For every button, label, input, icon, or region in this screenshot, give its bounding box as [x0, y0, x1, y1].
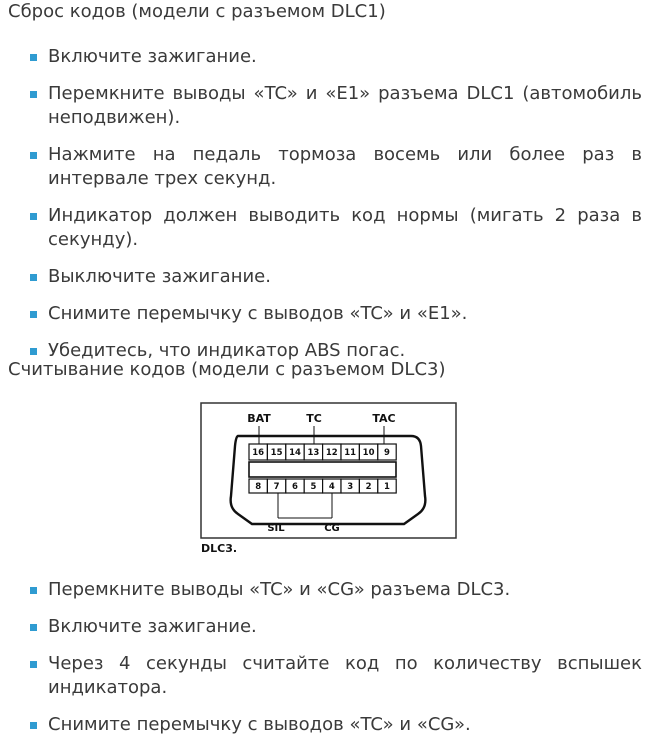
- dlc3-connector-diagram: [196, 398, 462, 558]
- bullet-square-icon: [30, 54, 37, 61]
- bullet-square-icon: [30, 274, 37, 281]
- pin-4: [323, 479, 341, 493]
- list-item-text: Перемкните выводы «TC» и «E1» разъема DLC1 (автомобиль неподвижен).: [48, 83, 642, 128]
- diagram-caption: DLC3.: [201, 542, 238, 555]
- bullet-square-icon: [30, 624, 37, 631]
- pin-8: [249, 479, 267, 493]
- pin-number: 14: [289, 448, 301, 459]
- pin-number: 11: [344, 448, 357, 459]
- pin-number: 13: [307, 448, 320, 459]
- list-item: [0, 204, 642, 252]
- bullet-square-icon: [30, 152, 37, 159]
- list-item-text: Включите зажигание.: [48, 616, 257, 637]
- pin-13: [304, 444, 322, 460]
- label-sil: SIL: [267, 523, 285, 534]
- reset-steps-list: [0, 45, 642, 363]
- pin-number: 7: [273, 482, 280, 493]
- pin-number: 2: [365, 482, 372, 493]
- bullet-square-icon: [30, 91, 37, 98]
- pin-16: [249, 444, 267, 460]
- bullet-square-icon: [30, 348, 37, 355]
- label-tc: TC: [306, 412, 322, 425]
- list-item-text: Убедитесь, что индикатор ABS погас.: [48, 340, 406, 361]
- list-item-text: Снимите перемычку с выводов «TC» и «CG».: [48, 714, 471, 735]
- bottom-pin-row: [249, 479, 396, 493]
- pin-number: 10: [362, 448, 375, 459]
- list-item-text: Индикатор должен выводить код нормы (мигать 2 раза в секунду).: [48, 205, 642, 250]
- pin-12: [323, 444, 341, 460]
- pin-9: [378, 444, 396, 460]
- label-bat: BAT: [247, 412, 271, 425]
- pin-6: [286, 479, 304, 493]
- list-item: [0, 713, 642, 737]
- bullet-square-icon: [30, 587, 37, 594]
- list-item: [0, 302, 642, 326]
- pin-number: 3: [347, 482, 354, 493]
- list-item: [0, 652, 642, 700]
- section-heading-reset: Сброс кодов (модели с разъемом DLC1): [8, 1, 386, 22]
- list-item: [0, 265, 642, 289]
- pin-10: [359, 444, 377, 460]
- pin-5: [304, 479, 322, 493]
- list-item: [0, 82, 642, 130]
- pin-number: 1: [384, 482, 390, 493]
- list-item-text: Снимите перемычку с выводов «TC» и «E1».: [48, 303, 468, 324]
- list-item-text: Через 4 секунды считайте код по количеству вспышек индикатора.: [48, 653, 642, 698]
- pin-14: [286, 444, 304, 460]
- pin-3: [341, 479, 359, 493]
- bullet-square-icon: [30, 213, 37, 220]
- list-item-text: Включите зажигание.: [48, 46, 257, 67]
- list-item-text: Выключите зажигание.: [48, 266, 271, 287]
- bullet-square-icon: [30, 661, 37, 668]
- pin-number: 4: [328, 482, 335, 493]
- list-item-text: Нажмите на педаль тормоза восемь или более раз в интервале трех секунд.: [48, 144, 642, 189]
- pin-2: [359, 479, 377, 493]
- bullet-square-icon: [30, 311, 37, 318]
- pin-number: 16: [252, 448, 265, 459]
- pin-number: 5: [310, 482, 317, 493]
- pin-7: [267, 479, 285, 493]
- list-item: [0, 45, 642, 69]
- bullet-square-icon: [30, 722, 37, 729]
- pin-number: 8: [255, 482, 262, 493]
- pin-number: 15: [270, 448, 283, 459]
- label-tac: TAC: [372, 412, 396, 425]
- pin-11: [341, 444, 359, 460]
- pin-number: 6: [292, 482, 298, 493]
- section-heading-read: Считывание кодов (модели с разъемом DLC3): [8, 359, 446, 380]
- list-item: [0, 143, 642, 191]
- pin-15: [267, 444, 285, 460]
- pin-number: 9: [384, 448, 390, 459]
- list-item-text: Перемкните выводы «TC» и «CG» разъема DLC3.: [48, 579, 511, 600]
- label-cg: CG: [324, 523, 340, 534]
- read-steps-list: [0, 578, 642, 737]
- top-pin-row: [249, 444, 396, 460]
- list-item: [0, 615, 642, 639]
- pin-number: 12: [325, 448, 338, 459]
- list-item: [0, 578, 642, 602]
- pin-1: [378, 479, 396, 493]
